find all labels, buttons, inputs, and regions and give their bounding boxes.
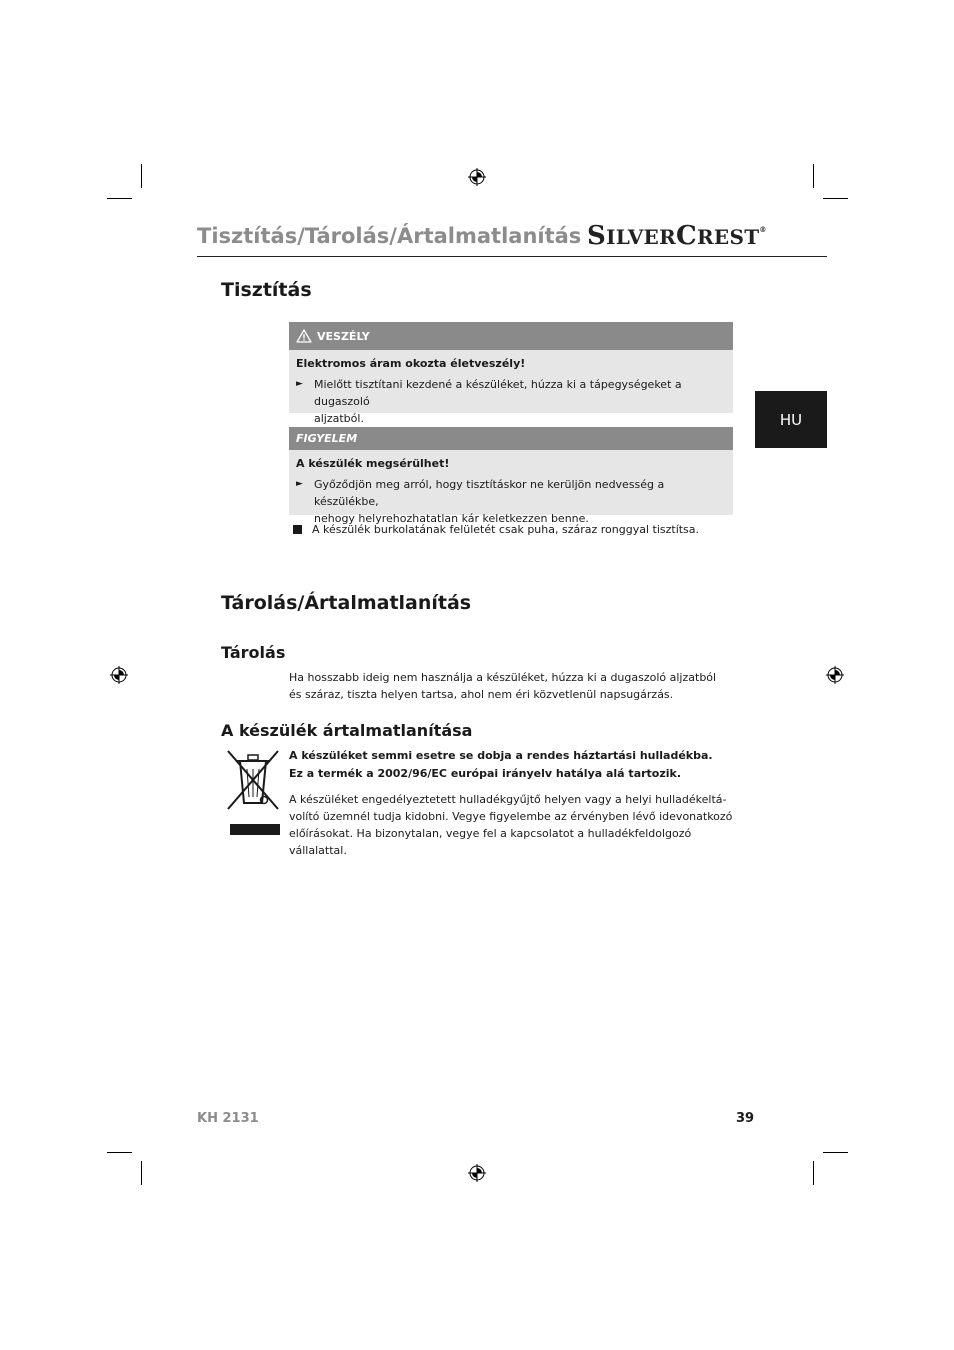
subsection-title-storage: Tárolás — [221, 643, 286, 662]
arrow-bullet-icon: ► — [296, 479, 303, 489]
caution-box — [289, 427, 733, 525]
crop-mark — [141, 1161, 142, 1185]
brand-initial-s: S — [587, 221, 607, 251]
footer-model: KH 2131 — [197, 1111, 259, 1126]
danger-box — [289, 322, 733, 425]
registration-mark-icon — [468, 168, 486, 186]
disposal-text-line: volító üzemnél tudja kidobni. Vegye figyelembe az érvényben lévő idevonatkozó — [289, 810, 733, 823]
arrow-bullet-icon: ► — [296, 379, 303, 389]
registration-mark-icon — [110, 666, 128, 684]
caution-bullet-line: nehogy helyrehozhatatlan kár keletkezzen benne. — [314, 512, 589, 525]
crop-mark — [813, 164, 814, 188]
disposal-warning-line: A készüléket semmi esetre se dobja a rendes háztartási hulladékba. — [289, 749, 713, 762]
language-tab: HU — [755, 391, 827, 448]
crop-mark — [107, 1152, 132, 1153]
caution-box-header — [289, 427, 733, 450]
crop-mark — [823, 198, 848, 199]
caution-heading: A készülék megsérülhet! — [296, 457, 450, 470]
crop-mark — [141, 164, 142, 188]
caution-bullet-line: Győződjön meg arról, hogy tisztításkor ne kerüljön nedvesség a készülékbe, — [314, 478, 665, 508]
storage-text-line: Ha hosszabb ideig nem használja a készüléket, húzza ki a dugaszoló aljzatból — [289, 671, 717, 684]
crop-mark — [813, 1161, 814, 1185]
footer-page-number: 39 — [736, 1111, 755, 1126]
crop-mark — [823, 1152, 848, 1153]
square-bullet-icon — [293, 525, 302, 534]
crop-mark — [107, 198, 132, 199]
subsection-title-disposal: A készülék ártalmatlanítása — [221, 721, 473, 740]
storage-text-line: és száraz, tiszta helyen tartsa, ahol nem éri közvetlenül napsugárzás. — [289, 688, 674, 701]
section-title-storage-disposal: Tárolás/Ártalmatlanítás — [221, 592, 472, 614]
disposal-text-line: A készüléket engedélyeztetett hulladékgyűjtő helyen vagy a helyi hulladékeltá- — [289, 793, 727, 806]
danger-bullet-line: aljzatból. — [314, 412, 364, 425]
crossed-out-bin-icon — [222, 747, 284, 837]
brand-text-ilver: ILVER — [606, 225, 677, 249]
section-title-cleaning: Tisztítás — [221, 279, 312, 301]
brand-text-rest: REST — [697, 225, 760, 249]
registered-mark: ® — [759, 225, 767, 234]
disposal-warning-line: Ez a termék a 2002/96/EC európai irányelv hatálya alá tartozik. — [289, 767, 682, 780]
danger-label: VESZÉLY — [317, 329, 370, 343]
storage-text — [289, 669, 716, 703]
danger-bullet — [289, 376, 733, 427]
danger-bullet-line: Mielőtt tisztítani kezdené a készüléket, húzza ki a tápegységeket a dugaszoló — [314, 378, 682, 408]
caution-bullet — [289, 476, 733, 527]
brand-initial-c: C — [676, 221, 698, 251]
caution-label: FIGYELEM — [296, 432, 358, 445]
danger-heading: Elektromos áram okozta életveszély! — [296, 357, 526, 370]
registration-mark-icon — [468, 1164, 486, 1182]
disposal-text — [289, 791, 732, 859]
header-rule — [197, 256, 827, 257]
registration-mark-icon — [826, 666, 844, 684]
disposal-text-line: előírásokat. Ha bizonytalan, vegye fel a kapcsolatot a hulladékfeldolgozó — [289, 827, 692, 840]
disposal-text-line: vállalattal. — [289, 844, 347, 857]
danger-box-header — [289, 322, 733, 350]
disposal-warning — [289, 747, 713, 783]
cleaning-instruction: A készülék burkolatának felületét csak puha, száraz ronggyal tisztítsa. — [312, 523, 700, 536]
brand-logo — [587, 221, 767, 251]
page-header-title: Tisztítás/Tárolás/Ártalmatlanítás — [197, 224, 582, 248]
warning-triangle-icon — [296, 329, 312, 343]
